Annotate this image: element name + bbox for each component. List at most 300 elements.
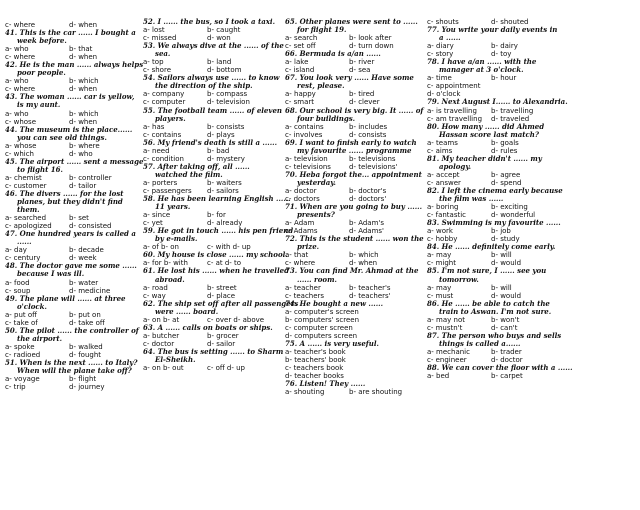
question-text: 85. I'm not sure, I ...... see you bbox=[427, 266, 547, 276]
question-text: players. bbox=[155, 113, 186, 123]
question-text: 62. The ship set off after all passengers bbox=[143, 298, 299, 308]
option-right: d- fought bbox=[69, 350, 102, 359]
question-text: week before. bbox=[17, 36, 67, 46]
option-right: b- exciting bbox=[491, 203, 528, 212]
option-left: c- computer screen bbox=[285, 323, 353, 332]
answer-options bbox=[143, 123, 293, 131]
option-right: d- when bbox=[69, 85, 98, 94]
option-right: d- place bbox=[207, 291, 236, 300]
option-left: a- teacher's book bbox=[285, 347, 346, 356]
answer-options bbox=[143, 364, 293, 372]
option-right: d- already bbox=[207, 219, 243, 228]
option-left: c- missed bbox=[143, 34, 177, 43]
option-right: b- tired bbox=[349, 90, 375, 99]
option-right: b- water bbox=[69, 278, 99, 287]
option-left: c- contains bbox=[143, 130, 182, 139]
option-left: a- Adam bbox=[285, 219, 315, 228]
option-left: c- century bbox=[5, 254, 41, 263]
option-left: d- teacher books bbox=[285, 372, 344, 381]
question-text: 82. I left the cinema early because bbox=[427, 185, 563, 195]
option-left: a- teacher bbox=[285, 283, 321, 292]
question-text: 52. I ...... the bus, so I took a taxi. bbox=[143, 17, 276, 26]
question-text: the airport. bbox=[17, 333, 63, 343]
option-left: b- computers' screen bbox=[285, 315, 360, 324]
question-text: 60. My house is close ...... my school. bbox=[143, 250, 288, 260]
option-right: b- look after bbox=[349, 34, 392, 43]
question-text: prize. bbox=[297, 242, 320, 252]
option-right: d- bottom bbox=[207, 66, 242, 75]
option-left: a- whose bbox=[5, 141, 37, 150]
answer-options bbox=[5, 174, 155, 182]
option-left: a- searched bbox=[5, 214, 47, 223]
option-left: c- must bbox=[427, 291, 454, 300]
question-text: watched the film. bbox=[155, 169, 223, 179]
answer-options bbox=[427, 284, 577, 292]
answer-options bbox=[5, 246, 155, 254]
option-right: d- won bbox=[207, 34, 231, 43]
option-left: a- bed bbox=[427, 372, 450, 381]
option-left: c- set off bbox=[285, 42, 316, 51]
question-text: 87. The person who buys and sells bbox=[427, 330, 562, 340]
option-right: c- off d- up bbox=[207, 364, 246, 373]
answer-options bbox=[285, 58, 435, 66]
option-right: d- Adams' bbox=[349, 227, 384, 236]
option-left: c- which bbox=[5, 149, 34, 158]
option-left: c- might bbox=[427, 259, 456, 268]
option-left: c- condition bbox=[143, 154, 184, 163]
question-text: 69. I want to finish early to watch bbox=[285, 137, 417, 147]
answer-options bbox=[427, 227, 577, 235]
answer-options bbox=[285, 90, 435, 98]
option-right: d- take off bbox=[69, 318, 105, 327]
option-left: a- search bbox=[285, 34, 318, 43]
option-right: d- journey bbox=[69, 383, 105, 392]
option-left: a- doctor bbox=[285, 186, 317, 195]
question-text: o'clock. bbox=[17, 301, 47, 311]
option-left: c- whose bbox=[5, 117, 36, 126]
option-left: c- doctors bbox=[285, 195, 320, 204]
answer-options bbox=[143, 147, 293, 155]
option-left: c- teachers bbox=[285, 291, 325, 300]
question-text: 70. Heba forgot the... appointment bbox=[285, 169, 422, 179]
answer-options bbox=[285, 356, 435, 364]
question-text: 65. Other planes were sent to ...... bbox=[285, 17, 418, 26]
option-right: b- flight bbox=[69, 375, 97, 384]
option-left: a- day bbox=[5, 246, 27, 255]
option-right: b- which bbox=[69, 109, 99, 118]
option-right: b- won't bbox=[491, 315, 520, 324]
option-right: b- walked bbox=[69, 342, 103, 351]
option-left: c- fantastic bbox=[427, 211, 467, 220]
option-right: d- doctor bbox=[491, 355, 523, 364]
option-right: b- will bbox=[491, 251, 512, 260]
option-right: d- teachers' bbox=[349, 291, 391, 300]
question-text: 74. He bought a new ...... bbox=[285, 298, 384, 308]
question-text: 75. A ...... is very useful. bbox=[285, 338, 379, 348]
question-text: four buildings. bbox=[297, 113, 356, 123]
question-text: manager at 3 o'clock. bbox=[439, 65, 524, 75]
answer-options bbox=[427, 372, 577, 380]
option-left: d- computers screen bbox=[285, 331, 358, 340]
option-left: c- customer bbox=[5, 181, 47, 190]
option-left: c- island bbox=[285, 66, 315, 75]
option-right: b- hour bbox=[491, 74, 517, 83]
option-left: c- answer bbox=[427, 178, 461, 187]
question-text: 63. A ...... calls on boats or ships. bbox=[143, 322, 273, 332]
question-text: 66. Bermuda is a/an ...... bbox=[285, 49, 381, 59]
option-left: c- shore bbox=[143, 66, 171, 75]
option-left: c- where bbox=[5, 85, 36, 94]
option-left: a- need bbox=[143, 146, 170, 155]
option-left: a- butcher bbox=[143, 331, 180, 340]
question-text: for flight 19. bbox=[297, 25, 347, 35]
option-right: b- dairy bbox=[491, 42, 518, 51]
option-right: d- sailor bbox=[207, 339, 236, 348]
answer-options bbox=[427, 74, 577, 82]
option-right: b- land bbox=[207, 58, 232, 67]
question-text: yesterday. bbox=[297, 177, 336, 187]
answer-options bbox=[5, 45, 155, 53]
option-right: b- grocer bbox=[207, 331, 239, 340]
question-text: 76. Listen! They ...... bbox=[285, 379, 366, 389]
answer-options bbox=[143, 332, 293, 340]
option-right: b- travelling bbox=[491, 106, 534, 115]
option-right: b- for bbox=[207, 211, 226, 220]
option-left: c- shouts bbox=[427, 18, 459, 26]
question-text: 43. The woman ...... car is yellow, bbox=[5, 92, 135, 102]
option-left: c- soup bbox=[5, 286, 31, 295]
question-text: Hassan score last match? bbox=[439, 129, 539, 139]
option-right: d- when bbox=[69, 53, 98, 62]
option-left: a- porters bbox=[143, 178, 178, 187]
option-left: a- accept bbox=[427, 170, 460, 179]
question-text: 77. You write your daily events in bbox=[427, 25, 558, 35]
option-right: c- over d- above bbox=[207, 315, 265, 324]
option-right: d- can't bbox=[491, 323, 518, 332]
question-text: rest, please. bbox=[297, 81, 345, 91]
answer-options bbox=[285, 308, 435, 316]
option-left: c- doctor bbox=[143, 339, 175, 348]
option-left: a- work bbox=[427, 227, 453, 236]
option-right: b- consists bbox=[207, 122, 245, 131]
answer-options bbox=[5, 311, 155, 319]
option-left: a- top bbox=[143, 58, 164, 67]
answer-options bbox=[285, 155, 435, 163]
answer-options bbox=[285, 284, 435, 292]
question-text: 84. He ...... definitely come early. bbox=[427, 242, 556, 252]
question-text: 72. This is the student ...... won the bbox=[285, 234, 424, 244]
answer-options bbox=[427, 139, 577, 147]
column-1 bbox=[5, 21, 155, 391]
question-text: 41. This is the car ...... I bought a bbox=[5, 28, 136, 38]
option-left: a- on b- at bbox=[143, 315, 180, 324]
option-right: d- spend bbox=[491, 178, 522, 187]
answer-options bbox=[5, 214, 155, 222]
answer-options bbox=[427, 107, 577, 115]
question-text: 86. He ...... be able to catch the bbox=[427, 298, 550, 308]
option-left: a- that bbox=[285, 251, 309, 260]
question-text: 59. He got in touch ...... his pen friend bbox=[143, 226, 294, 236]
option-left: a- happy bbox=[285, 90, 316, 99]
option-left: c- appointment bbox=[427, 82, 481, 91]
question-text: the direction of the ship. bbox=[155, 81, 253, 91]
question-text: 50. The pilot ...... the controller of bbox=[5, 325, 139, 335]
answer-options bbox=[427, 42, 577, 50]
question-text: planes, but they didn't find bbox=[17, 197, 123, 207]
question-text: 71. When are you going to buy ...... bbox=[285, 202, 423, 212]
option-right: c- at d- to bbox=[207, 259, 242, 268]
option-right: d- traveled bbox=[491, 114, 530, 123]
option-left: a- may bbox=[427, 283, 452, 292]
question-text: my favourite ...... programme bbox=[297, 145, 412, 155]
option-left: c- where bbox=[5, 53, 36, 62]
option-right: b- which bbox=[349, 251, 379, 260]
option-left: a- who bbox=[5, 109, 29, 118]
answer-options bbox=[285, 123, 435, 131]
answer-options bbox=[5, 375, 155, 383]
option-right: b- controller bbox=[69, 173, 112, 182]
option-right: d- week bbox=[69, 254, 97, 263]
option-left: c- am travelling bbox=[427, 114, 483, 123]
question-text: 42. He is the man ...... always helps bbox=[5, 60, 144, 70]
option-right: d- rules bbox=[491, 146, 518, 155]
answer-options bbox=[143, 179, 293, 187]
option-right: d- when bbox=[69, 21, 98, 29]
answer-options bbox=[427, 316, 577, 324]
option-left: c- passengers bbox=[143, 186, 192, 195]
option-left: d- o'clock bbox=[427, 90, 461, 99]
option-right: d- turn down bbox=[349, 42, 394, 51]
question-text: is my aunt. bbox=[17, 100, 61, 110]
option-right: b- trader bbox=[491, 347, 522, 356]
option-right: d- wonderful bbox=[491, 211, 536, 220]
answer-options bbox=[427, 171, 577, 179]
question-text: 55. The football team ...... of eleven bbox=[143, 105, 282, 115]
option-right: b- doctor's bbox=[349, 186, 387, 195]
question-text: 88. We can cover the floor with a ...... bbox=[427, 363, 573, 373]
option-left: a- computer's screen bbox=[285, 307, 359, 316]
option-right: b- waiters bbox=[207, 178, 242, 187]
answer-options bbox=[143, 211, 293, 219]
question-text: 51. When is the next ...... to Italy? bbox=[5, 357, 138, 367]
option-left: a- mechanic bbox=[427, 347, 470, 356]
question-text: 83. Swimming is my favourite ...... bbox=[427, 218, 561, 228]
option-right: b- decade bbox=[69, 246, 104, 255]
option-left: a- who bbox=[5, 77, 29, 86]
option-left: c- way bbox=[143, 291, 166, 300]
option-left: c- engineer bbox=[427, 355, 467, 364]
answer-options bbox=[5, 77, 155, 85]
option-right: d- consisted bbox=[69, 222, 112, 231]
option-left: c- yet bbox=[143, 219, 163, 228]
option-right: d- television bbox=[207, 98, 250, 107]
question-text: El-Sheikh. bbox=[155, 354, 196, 364]
question-text: 11 years. bbox=[155, 202, 191, 212]
answer-options bbox=[143, 26, 293, 34]
question-text: 80. How many ...... did Ahmed bbox=[427, 121, 545, 131]
question-text: a ...... bbox=[439, 33, 461, 43]
option-right: d- toy bbox=[491, 50, 512, 59]
answer-options bbox=[285, 364, 435, 372]
option-left: c- computer bbox=[143, 98, 186, 107]
option-left: a- put off bbox=[5, 310, 37, 319]
answer-options bbox=[285, 219, 435, 227]
question-text: 45. The airport ...... sent a message bbox=[5, 156, 144, 166]
question-text: tomorrow. bbox=[439, 274, 479, 284]
answer-options bbox=[5, 110, 155, 118]
answer-options bbox=[143, 284, 293, 292]
option-right: d- study bbox=[491, 235, 520, 244]
question-text: the film was ...... bbox=[439, 194, 504, 204]
question-text: ...... bbox=[17, 237, 32, 247]
question-text: 53. We always dive at the ...... of the bbox=[143, 41, 284, 51]
option-left: c- mustn't bbox=[427, 323, 463, 332]
answer-options bbox=[5, 343, 155, 351]
question-text: you can see old things. bbox=[17, 132, 107, 142]
option-right: d- sea bbox=[349, 66, 371, 75]
option-left: a- company bbox=[143, 90, 185, 99]
question-text: them. bbox=[17, 205, 40, 215]
question-text: 73. You can find Mr. Ahmad at the bbox=[285, 266, 419, 276]
option-right: b- Adam's bbox=[349, 219, 384, 228]
question-text: 81. My teacher didn't ...... my bbox=[427, 153, 542, 163]
question-text: 44. The museum is the place...... bbox=[5, 124, 133, 134]
option-right: d- would bbox=[491, 259, 522, 268]
question-text: 54. Sailors always use ...... to know bbox=[143, 73, 280, 83]
answer-options bbox=[285, 316, 435, 324]
answer-options bbox=[143, 90, 293, 98]
option-right: d- plays bbox=[207, 130, 235, 139]
question-text: were ...... board. bbox=[155, 306, 219, 316]
option-right: b- where bbox=[69, 141, 100, 150]
option-left: c- where bbox=[285, 259, 316, 268]
answer-options bbox=[285, 251, 435, 259]
question-text: 61. He lost his ...... when he travelled bbox=[143, 266, 289, 276]
option-right: b- televisions bbox=[349, 154, 396, 163]
answer-options bbox=[285, 34, 435, 42]
option-left: a- boring bbox=[427, 203, 459, 212]
option-right: d- medicine bbox=[69, 286, 111, 295]
question-text: 56. My friend's death is still a ...... bbox=[143, 137, 278, 147]
option-left: c- aims bbox=[427, 146, 453, 155]
option-left: a- may bbox=[427, 251, 452, 260]
option-left: a- road bbox=[143, 283, 168, 292]
question-text: apology. bbox=[439, 161, 472, 171]
option-left: a- diary bbox=[427, 42, 454, 51]
option-left: a- chemist bbox=[5, 173, 42, 182]
question-text: presents? bbox=[297, 210, 335, 220]
answer-options bbox=[285, 388, 435, 396]
question-text: 64. The bus is setting ...... to Sharm bbox=[143, 346, 284, 356]
question-text: 48. The doctor gave me some ...... bbox=[5, 261, 137, 271]
option-left: a- lost bbox=[143, 26, 165, 35]
option-right: d- consists bbox=[349, 130, 387, 139]
option-right: d- sailors bbox=[207, 186, 239, 195]
option-right: b- agree bbox=[491, 170, 521, 179]
option-left: a- for b- with bbox=[143, 259, 188, 268]
option-left: a- television bbox=[285, 154, 328, 163]
option-left: a- time bbox=[427, 74, 452, 83]
option-right: d- doctors' bbox=[349, 195, 387, 204]
question-text: 49. The plane will ...... at three bbox=[5, 293, 126, 303]
option-right: d- when bbox=[349, 259, 378, 268]
question-text: abroad. bbox=[155, 274, 185, 284]
option-right: b- goals bbox=[491, 138, 519, 147]
option-right: d- clever bbox=[349, 98, 380, 107]
question-text: sea. bbox=[155, 49, 171, 59]
option-left: c- hobby bbox=[427, 235, 458, 244]
question-text: poor people. bbox=[17, 68, 66, 78]
option-left: c- take of bbox=[5, 318, 38, 327]
question-text: because I was ill. bbox=[17, 269, 85, 279]
option-left: a- is travelling bbox=[427, 106, 477, 115]
question-text: to flight 16. bbox=[17, 164, 63, 174]
option-left: c- apologized bbox=[5, 222, 52, 231]
option-left: c- teachers book bbox=[285, 364, 344, 373]
answer-options bbox=[427, 203, 577, 211]
option-right: b- street bbox=[207, 283, 237, 292]
option-right: b- teacher's bbox=[349, 283, 391, 292]
option-left: c- where bbox=[5, 21, 36, 29]
option-right: d- tailor bbox=[69, 181, 97, 190]
question-text: train to Aswan. I'm not sure. bbox=[439, 306, 552, 316]
option-right: b- that bbox=[69, 45, 93, 54]
option-right: b- will bbox=[491, 283, 512, 292]
option-left: a- voyage bbox=[5, 375, 40, 384]
column-3 bbox=[285, 18, 435, 396]
option-left: a- spoke bbox=[5, 342, 35, 351]
question-text: things is called a...... bbox=[439, 338, 521, 348]
question-text: 47. One hundred years is called a bbox=[5, 229, 136, 239]
question-text: 79. Next August I...... to Alexandria. bbox=[427, 97, 568, 107]
option-left: a- on b- out bbox=[143, 364, 184, 373]
option-right: b- which bbox=[69, 77, 99, 86]
question-text: When will the plane take off? bbox=[17, 366, 132, 376]
option-left: a- lake bbox=[285, 58, 309, 67]
option-left: c- televisions bbox=[285, 162, 331, 171]
option-right: d- shouted bbox=[491, 18, 529, 26]
option-right: c- with d- up bbox=[207, 243, 251, 252]
option-right: b- bad bbox=[207, 146, 230, 155]
question-text: ...... room. bbox=[297, 274, 337, 284]
option-left: a- has bbox=[143, 122, 165, 131]
option-left: a- of b- on bbox=[143, 243, 179, 252]
option-left: a- may not bbox=[427, 315, 465, 324]
option-left: a- contains bbox=[285, 122, 324, 131]
answer-options bbox=[5, 142, 155, 150]
question-text: 57. After taking off, all ...... bbox=[143, 161, 250, 171]
answer-options bbox=[427, 82, 577, 90]
answer-options bbox=[5, 279, 155, 287]
option-left: c- trip bbox=[5, 383, 26, 392]
option-left: c- story bbox=[427, 50, 454, 59]
option-left: a- teams bbox=[427, 138, 458, 147]
question-text: 58. He has been learning English ...... bbox=[143, 194, 291, 204]
question-text: 46. The divers ...... for the lost bbox=[5, 188, 124, 198]
column-4 bbox=[427, 18, 577, 380]
option-left: b- teachers' book bbox=[285, 355, 346, 364]
question-text: by e-mails. bbox=[155, 234, 198, 244]
option-left: a- who bbox=[5, 45, 29, 54]
question-text: 67. You look very ...... Have some bbox=[285, 73, 414, 83]
answer-options bbox=[285, 187, 435, 195]
option-right: d- televisions' bbox=[349, 162, 398, 171]
question-text: 78. I have a/an ...... with the bbox=[427, 57, 537, 67]
answer-options bbox=[285, 348, 435, 356]
option-right: b- set bbox=[69, 214, 89, 223]
option-right: d- who bbox=[69, 149, 93, 158]
answer-options bbox=[285, 324, 435, 332]
